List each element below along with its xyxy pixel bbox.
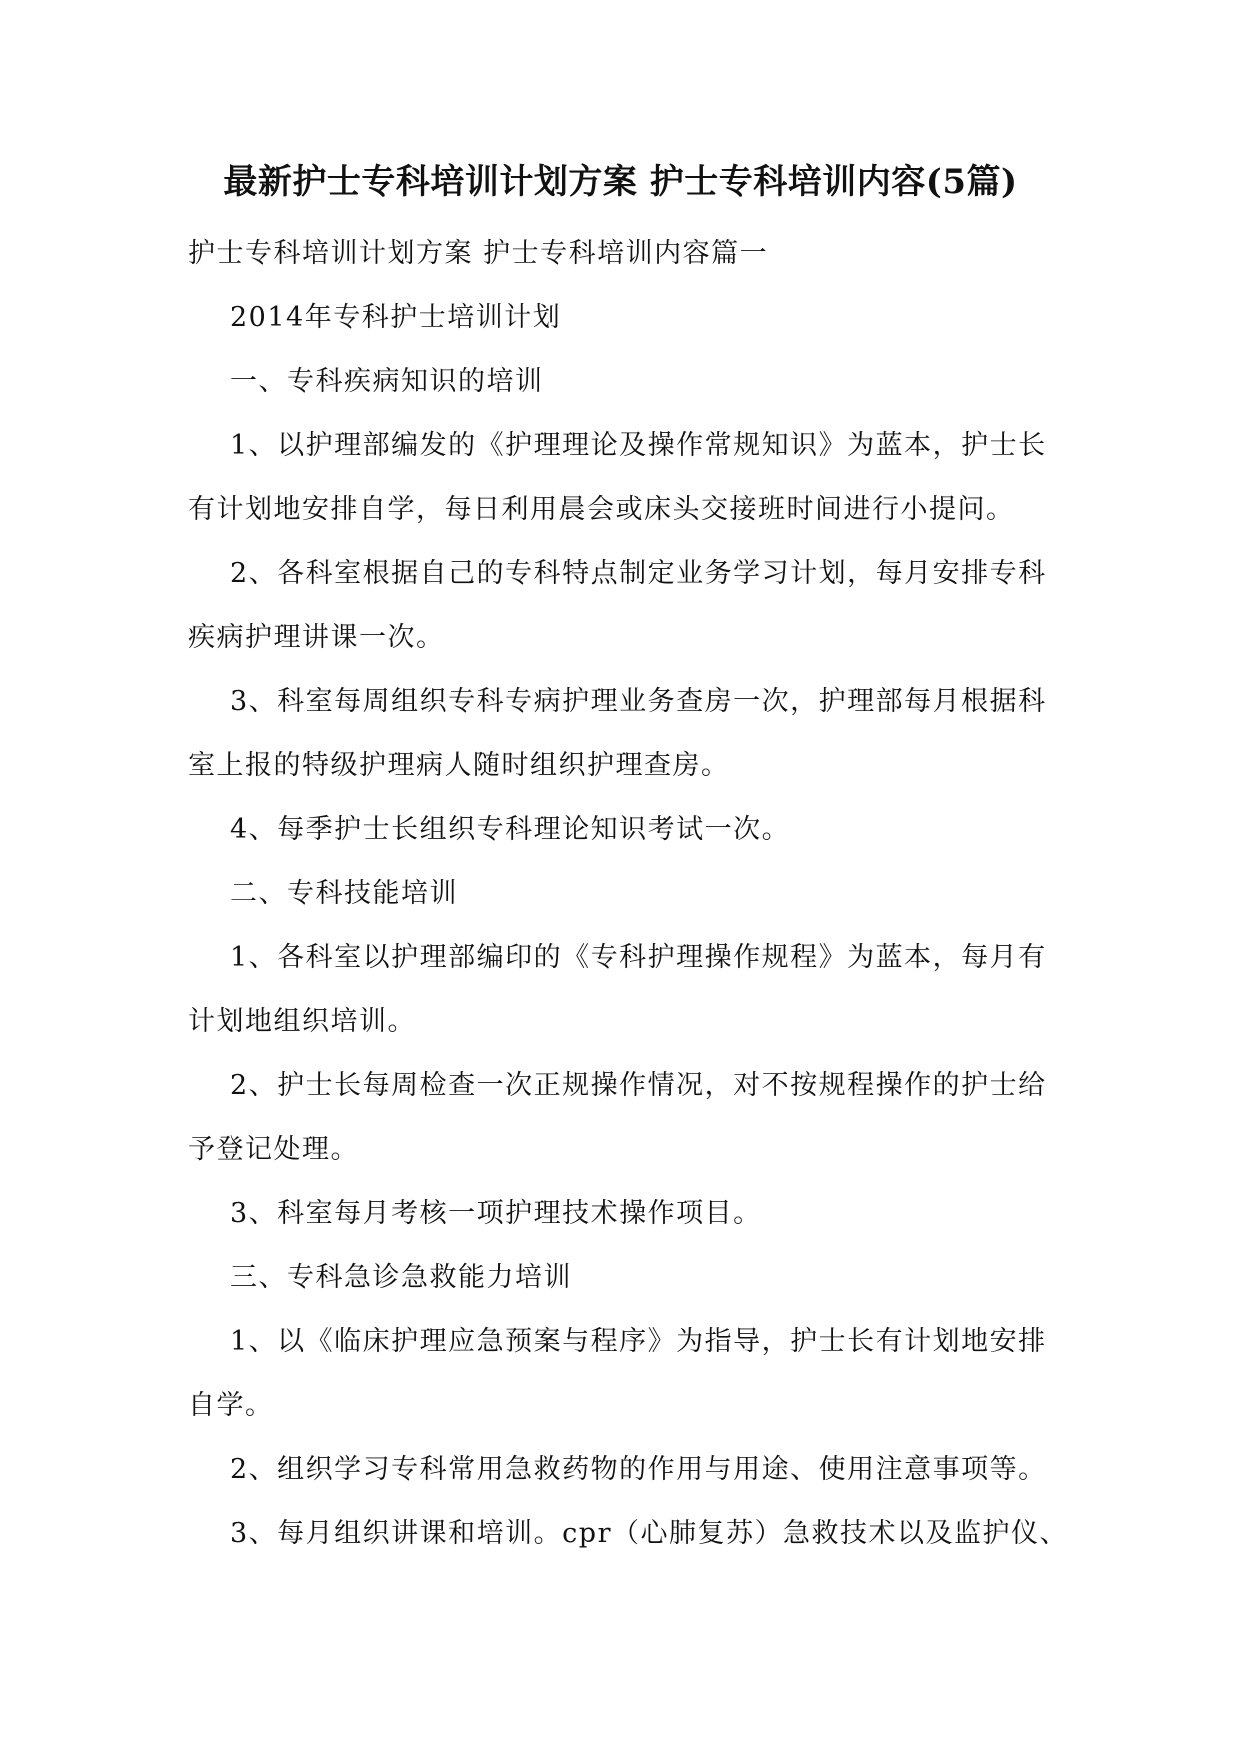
paragraph-line: 二、专科技能培训	[230, 878, 458, 909]
paragraph-line: 自学。	[188, 1390, 274, 1421]
section-heading: 护士专科培训计划方案 护士专科培训内容篇一	[188, 238, 769, 269]
paragraph-line: 疾病护理讲课一次。	[188, 622, 445, 653]
document-title: 最新护士专科培训计划方案 护士专科培训内容(5篇)	[223, 162, 1018, 202]
paragraph-line: 1、以《临床护理应急预案与程序》为指导，护士长有计划地安排	[230, 1326, 1047, 1357]
paragraph-line: 2、护士长每周检查一次正规操作情况，对不按规程操作的护士给	[230, 1070, 1047, 1101]
paragraph-line: 4、每季护士长组织专科理论知识考试一次。	[230, 814, 791, 845]
paragraph-line: 2、组织学习专科常用急救药物的作用与用途、使用注意事项等。	[230, 1454, 1047, 1485]
paragraph-line: 一、专科疾病知识的培训	[230, 366, 544, 397]
paragraph-line: 3、每月组织讲课和培训。cpr（心肺复苏）急救技术以及监护仪、	[230, 1518, 1068, 1549]
paragraph-line: 3、科室每月考核一项护理技术操作项目。	[230, 1198, 762, 1229]
paragraph-line: 有计划地安排自学，每日利用晨会或床头交接班时间进行小提问。	[188, 494, 1015, 525]
paragraph-line: 1、各科室以护理部编印的《专科护理操作规程》为蓝本，每月有	[230, 942, 1047, 973]
paragraph-line: 2、各科室根据自己的专科特点制定业务学习计划，每月安排专科	[230, 558, 1047, 589]
paragraph-line: 三、专科急诊急救能力培训	[230, 1262, 572, 1293]
paragraph-line: 室上报的特级护理病人随时组织护理查房。	[188, 750, 730, 781]
paragraph-line: 2014年专科护士培训计划	[230, 302, 562, 333]
paragraph-line: 3、科室每周组织专科专病护理业务查房一次，护理部每月根据科	[230, 686, 1047, 717]
paragraph-line: 1、以护理部编发的《护理理论及操作常规知识》为蓝本，护士长	[230, 430, 1047, 461]
paragraph-line: 计划地组织培训。	[188, 1006, 416, 1037]
paragraph-line: 予登记处理。	[188, 1134, 359, 1165]
